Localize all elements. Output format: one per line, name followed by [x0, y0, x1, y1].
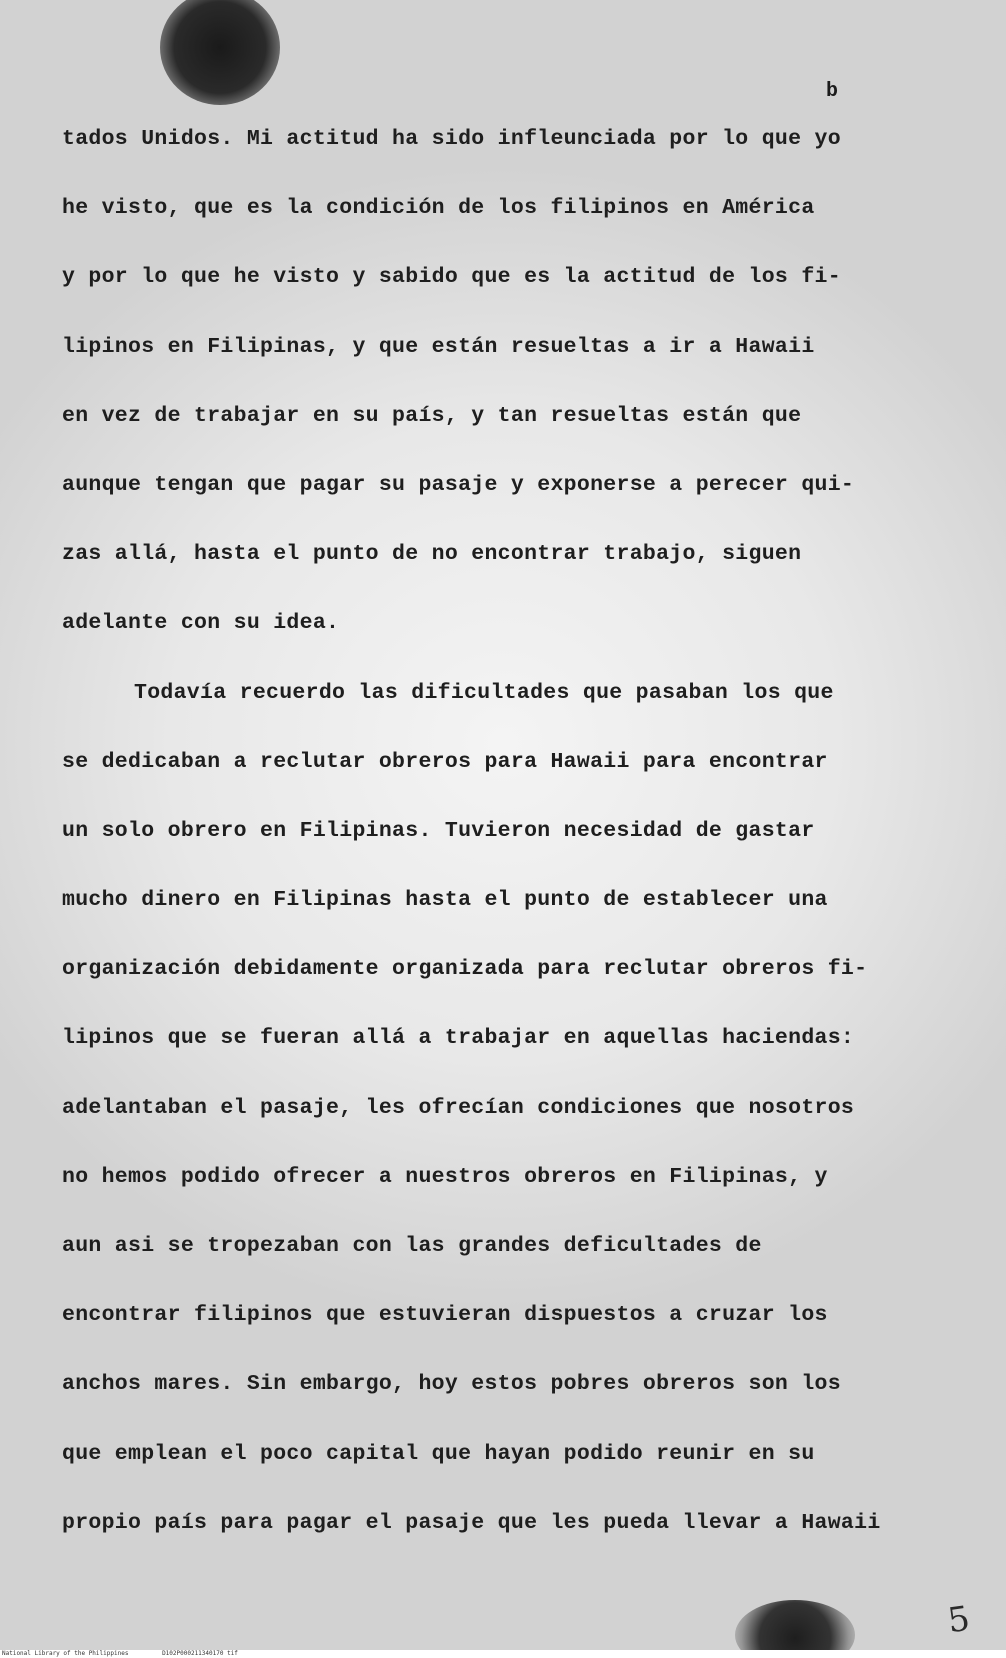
text-line: aunque tengan que pagar su pasaje y exponerse a perecer qui-	[62, 472, 855, 497]
text-line: propio país para pagar el pasaje que les pueda llevar a Hawaii	[62, 1510, 881, 1535]
file-identifier: D102P000211340170 tif	[162, 1650, 238, 1657]
text-line: encontrar filipinos que estuvieran dispuestos a cruzar los	[62, 1303, 828, 1328]
text-line: un solo obrero en Filipinas. Tuvieron necesidad de gastar	[62, 818, 815, 843]
text-line: tados Unidos. Mi actitud ha sido infleunciada por lo que yo	[62, 127, 841, 151]
handwritten-page-number: 5	[945, 1598, 973, 1642]
ink-blot	[735, 1600, 855, 1650]
ink-blot	[160, 0, 280, 105]
scan-footer	[0, 1650, 1006, 1658]
text-line: mucho dinero en Filipinas hasta el punto de establecer una	[62, 888, 828, 913]
text-line: Todavía recuerdo las dificultades que pasaban los que	[134, 680, 834, 705]
typewritten-text	[62, 122, 962, 1575]
text-line: aun asi se tropezaban con las grandes deficultades de	[62, 1234, 762, 1258]
text-line: que emplean el poco capital que hayan podido reunir en su	[62, 1441, 815, 1466]
text-line: lipinos que se fueran allá a trabajar en aquellas haciendas:	[62, 1026, 855, 1051]
text-line: organización debidamente organizada para reclutar obreros fi-	[62, 957, 868, 982]
text-line: lipinos en Filipinas, y que están resueltas a ir a Hawaii	[62, 334, 815, 359]
text-line: adelantaban el pasaje, les ofrecían condiciones que nosotros	[62, 1095, 855, 1120]
text-line: no hemos podido ofrecer a nuestros obreros en Filipinas, y	[62, 1164, 828, 1189]
text-line: adelante con su idea.	[62, 611, 340, 636]
text-line: anchos mares. Sin embargo, hoy estos pobres obreros son los	[62, 1372, 841, 1397]
page-letter: b	[826, 80, 839, 103]
text-line: zas allá, hasta el punto de no encontrar trabajo, siguen	[62, 542, 802, 567]
text-line: y por lo que he visto y sabido que es la actitud de los fi-	[62, 265, 841, 290]
text-line: he visto, que es la condición de los filipinos en América	[62, 196, 815, 221]
library-credit: National Library of the Philippines	[2, 1650, 129, 1657]
text-line: se dedicaban a reclutar obreros para Hawaii para encontrar	[62, 749, 828, 774]
text-line: en vez de trabajar en su país, y tan resueltas están que	[62, 403, 802, 428]
